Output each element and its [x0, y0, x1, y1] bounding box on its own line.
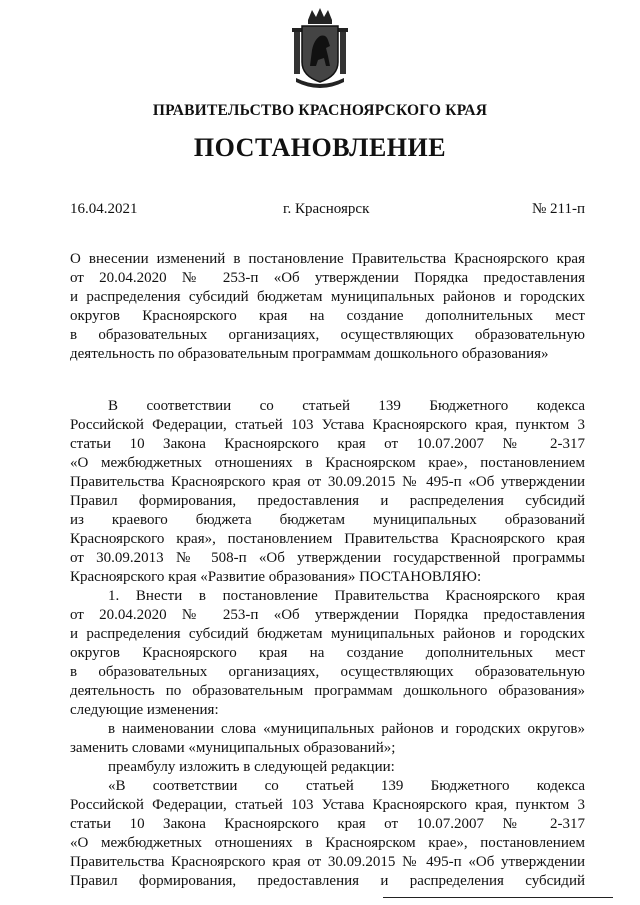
document-type-heading: ПОСТАНОВЛЕНИЕ	[193, 133, 447, 162]
body-line: от 30.09.2013 № 508-п «Об утверждении государственной программы	[70, 550, 585, 566]
body-line: из краевого бюджета бюджетам муниципальных образований	[70, 512, 585, 528]
body-line: и распределения субсидий бюджетам муниципальных районов и городских	[70, 626, 585, 642]
body-line: статьи 10 Закона Красноярского края от 10.07.2007 № 2-317	[70, 816, 585, 832]
body-line: деятельность по образовательным программам дошкольного образования»	[70, 683, 585, 699]
body-line: Правил формирования, предоставления и распределения субсидий	[70, 493, 585, 509]
authority-title: ПРАВИТЕЛЬСТВО КРАСНОЯРСКОГО КРАЯ	[152, 102, 488, 119]
document-meta-row	[70, 201, 585, 221]
body-line: округов Красноярского края на создание дополнительных мест	[70, 645, 585, 661]
body-line: преамбулу изложить в следующей редакции:	[108, 759, 395, 775]
body-line: «О межбюджетных отношениях в Красноярском крае», постановлением	[70, 835, 585, 851]
body-line: «В соответствии со статьей 139 Бюджетного кодекса	[108, 778, 585, 794]
body-line: Российской Федерации, статьей 103 Устава Красноярского края, пунктом 3	[70, 797, 585, 813]
subject-line: и распределения субсидий бюджетам муниципальных районов и городских	[70, 289, 585, 305]
body-line: от 20.04.2020 № 253-п «Об утверждении Порядка предоставления	[70, 607, 585, 623]
body-line: Правил формирования, предоставления и распределения субсидий	[70, 873, 585, 889]
body-line: статьи 10 Закона Красноярского края от 10.07.2007 № 2-317	[70, 436, 585, 452]
document-city: г. Красноярск	[283, 201, 370, 217]
body-line: в наименовании слова «муниципальных районов и городских округов»	[108, 721, 585, 737]
document-date: 16.04.2021	[70, 201, 138, 217]
body-line: Правительства Красноярского края от 30.09.2015 № 495-п «Об утверждении	[70, 474, 585, 490]
coat-of-arms-emblem	[288, 6, 352, 90]
body-line: в образовательных организациях, осуществляющих образовательную	[70, 664, 585, 680]
subject-line: округов Красноярского края на создание дополнительных мест	[70, 308, 585, 324]
body-line: Российской Федерации, статьей 103 Устава Красноярского края, пунктом 3	[70, 417, 585, 433]
body-line: Правительства Красноярского края от 30.09.2015 № 495-п «Об утверждении	[70, 854, 585, 870]
body-line: Красноярского края», постановлением Правительства Красноярского края	[70, 531, 585, 547]
subject-line: от 20.04.2020 № 253-п «Об утверждении Порядка предоставления	[70, 270, 585, 286]
body-line: Красноярского края «Развитие образования» ПОСТАНОВЛЯЮ:	[70, 569, 482, 585]
subject-line: О внесении изменений в постановление Правительства Красноярского края	[70, 251, 585, 267]
subject-line: деятельность по образовательным программам дошкольного образования»	[70, 346, 549, 362]
body-line: «О межбюджетных отношениях в Красноярском крае», постановлением	[70, 455, 585, 471]
body-line: В соответствии со статьей 139 Бюджетного кодекса	[108, 398, 585, 414]
body-line: заменить словами «муниципальных образований»;	[70, 740, 396, 756]
body-line: 1. Внести в постановление Правительства Красноярского края	[108, 588, 585, 604]
document-number: № 211-п	[531, 201, 585, 217]
subject-line: в образовательных организациях, осуществляющих образовательную	[70, 327, 585, 343]
bottom-rule-divider	[383, 897, 613, 898]
body-line: следующие изменения:	[70, 702, 219, 718]
